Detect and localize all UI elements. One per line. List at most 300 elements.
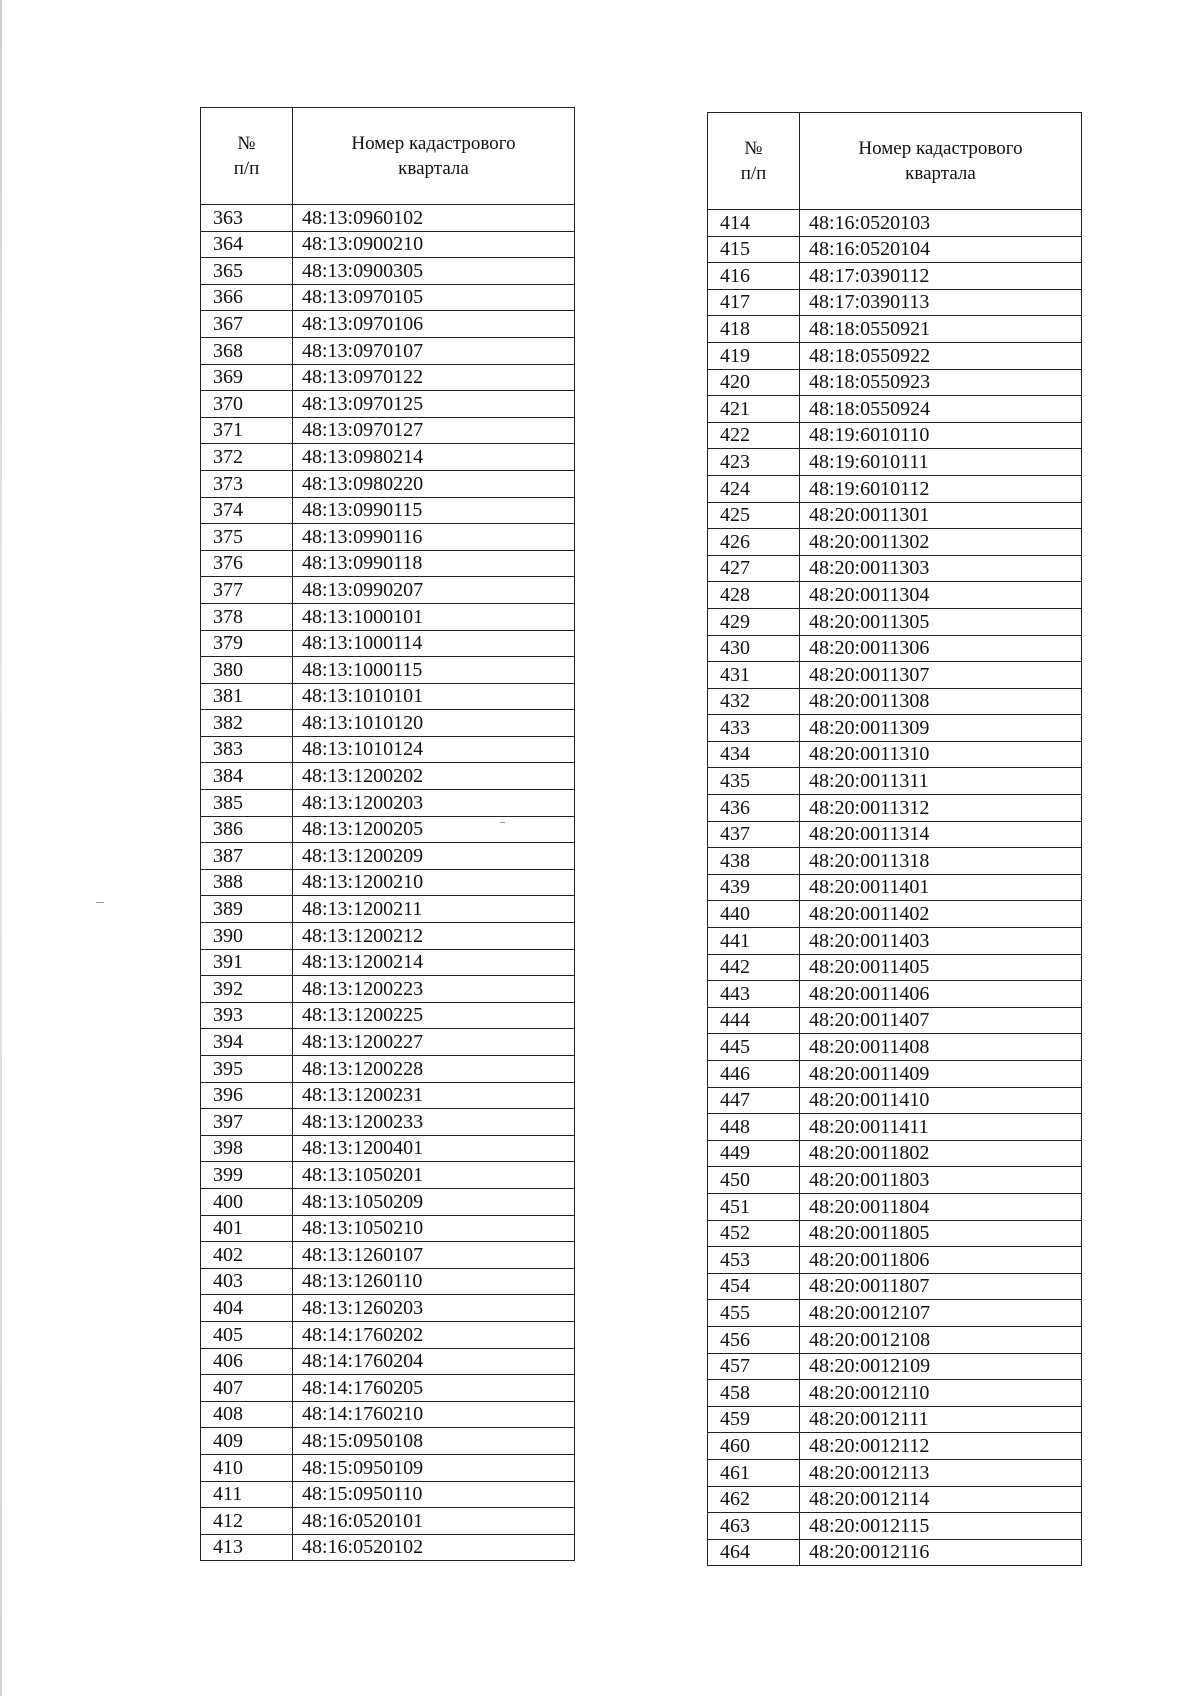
cadastral-quarter-number: 48:20:0012108 xyxy=(800,1326,1082,1353)
cadastral-quarter-number: 48:13:1200202 xyxy=(293,763,575,790)
table-row xyxy=(708,954,1082,981)
row-number: 439 xyxy=(708,874,800,901)
cadastral-quarter-number: 48:16:0520104 xyxy=(800,236,1082,263)
table-header-row xyxy=(708,113,1082,210)
table-row xyxy=(708,688,1082,715)
cadastral-table xyxy=(200,107,575,1561)
cadastral-quarter-number: 48:20:0012111 xyxy=(800,1406,1082,1433)
row-number: 388 xyxy=(201,869,293,896)
cadastral-quarter-number: 48:13:1200211 xyxy=(293,896,575,923)
cadastral-quarter-number: 48:13:1200210 xyxy=(293,869,575,896)
cadastral-quarter-number: 48:20:0011410 xyxy=(800,1087,1082,1114)
cadastral-quarter-number: 48:17:0390113 xyxy=(800,289,1082,316)
table-row xyxy=(708,555,1082,582)
cadastral-quarter-number: 48:20:0011403 xyxy=(800,928,1082,955)
header-cadastral-number xyxy=(293,108,575,205)
cadastral-quarter-number: 48:20:0011402 xyxy=(800,901,1082,928)
row-number: 409 xyxy=(201,1428,293,1455)
table-row xyxy=(708,874,1082,901)
table-row xyxy=(708,1247,1082,1274)
table-row xyxy=(708,1273,1082,1300)
table-row xyxy=(708,768,1082,795)
cadastral-quarter-number: 48:20:0011310 xyxy=(800,741,1082,768)
row-number: 383 xyxy=(201,736,293,763)
table-row xyxy=(201,311,575,338)
table-row xyxy=(201,710,575,737)
cadastral-quarter-number: 48:13:1260110 xyxy=(293,1268,575,1295)
row-number: 459 xyxy=(708,1406,800,1433)
cadastral-quarter-number: 48:20:0011807 xyxy=(800,1273,1082,1300)
cadastral-quarter-number: 48:13:0990116 xyxy=(293,524,575,551)
row-number: 399 xyxy=(201,1162,293,1189)
row-number: 462 xyxy=(708,1486,800,1513)
table-row xyxy=(708,1061,1082,1088)
row-number: 365 xyxy=(201,258,293,285)
table-row xyxy=(201,1481,575,1508)
table-row xyxy=(201,790,575,817)
row-number: 461 xyxy=(708,1459,800,1486)
table-row xyxy=(201,763,575,790)
cadastral-quarter-number: 48:15:0950108 xyxy=(293,1428,575,1455)
row-number: 414 xyxy=(708,210,800,237)
cadastral-quarter-number: 48:13:1050209 xyxy=(293,1188,575,1215)
table-row xyxy=(201,497,575,524)
table-row xyxy=(201,337,575,364)
row-number: 382 xyxy=(201,710,293,737)
row-number: 402 xyxy=(201,1242,293,1269)
row-number: 407 xyxy=(201,1375,293,1402)
row-number: 363 xyxy=(201,205,293,232)
row-number: 364 xyxy=(201,231,293,258)
cadastral-quarter-number: 48:13:1000101 xyxy=(293,603,575,630)
row-number: 428 xyxy=(708,582,800,609)
cadastral-quarter-number: 48:15:0950109 xyxy=(293,1454,575,1481)
table-row xyxy=(708,1486,1082,1513)
cadastral-quarter-number: 48:20:0011302 xyxy=(800,529,1082,556)
table-row xyxy=(201,896,575,923)
scan-speck xyxy=(96,902,104,903)
header-number-abbrev: п/п xyxy=(740,163,767,184)
row-number: 446 xyxy=(708,1061,800,1088)
header-cadastral-line2: квартала xyxy=(905,163,976,184)
row-number: 378 xyxy=(201,603,293,630)
table-row xyxy=(201,683,575,710)
row-number: 406 xyxy=(201,1348,293,1375)
table-row xyxy=(708,848,1082,875)
cadastral-quarter-number: 48:20:0012112 xyxy=(800,1433,1082,1460)
table-row xyxy=(201,923,575,950)
table-row xyxy=(201,657,575,684)
table-row xyxy=(708,263,1082,290)
row-number: 435 xyxy=(708,768,800,795)
table-row xyxy=(708,741,1082,768)
table-row xyxy=(708,1167,1082,1194)
table-row xyxy=(708,795,1082,822)
cadastral-table-right xyxy=(707,112,1082,1566)
row-number: 457 xyxy=(708,1353,800,1380)
cadastral-quarter-number: 48:13:0990115 xyxy=(293,497,575,524)
header-number-symbol: № xyxy=(237,133,256,154)
row-number: 394 xyxy=(201,1029,293,1056)
cadastral-quarter-number: 48:20:0011301 xyxy=(800,502,1082,529)
table-row xyxy=(708,236,1082,263)
row-number: 395 xyxy=(201,1056,293,1083)
cadastral-quarter-number: 48:20:0011311 xyxy=(800,768,1082,795)
cadastral-quarter-number: 48:13:1200203 xyxy=(293,790,575,817)
row-number: 423 xyxy=(708,449,800,476)
row-number: 366 xyxy=(201,284,293,311)
row-number: 396 xyxy=(201,1082,293,1109)
cadastral-quarter-number: 48:20:0011303 xyxy=(800,555,1082,582)
table-row xyxy=(201,1056,575,1083)
row-number: 436 xyxy=(708,795,800,822)
row-number: 460 xyxy=(708,1433,800,1460)
row-number: 412 xyxy=(201,1508,293,1535)
cadastral-quarter-number: 48:13:0970107 xyxy=(293,337,575,364)
row-number: 385 xyxy=(201,790,293,817)
table-row xyxy=(708,529,1082,556)
cadastral-quarter-number: 48:20:0012107 xyxy=(800,1300,1082,1327)
table-row xyxy=(201,736,575,763)
cadastral-quarter-number: 48:20:0012110 xyxy=(800,1380,1082,1407)
cadastral-table-left xyxy=(200,107,575,1561)
table-row xyxy=(708,475,1082,502)
row-number: 450 xyxy=(708,1167,800,1194)
cadastral-quarter-number: 48:20:0011411 xyxy=(800,1114,1082,1141)
cadastral-quarter-number: 48:14:1760202 xyxy=(293,1321,575,1348)
cadastral-quarter-number: 48:18:0550921 xyxy=(800,316,1082,343)
row-number: 387 xyxy=(201,843,293,870)
table-row xyxy=(201,1109,575,1136)
table-row xyxy=(201,364,575,391)
row-number: 430 xyxy=(708,635,800,662)
cadastral-quarter-number: 48:13:1200401 xyxy=(293,1135,575,1162)
table-row xyxy=(708,396,1082,423)
row-number: 398 xyxy=(201,1135,293,1162)
cadastral-quarter-number: 48:13:0990118 xyxy=(293,550,575,577)
cadastral-quarter-number: 48:20:0011314 xyxy=(800,821,1082,848)
cadastral-quarter-number: 48:20:0011806 xyxy=(800,1247,1082,1274)
table-row xyxy=(708,662,1082,689)
table-row xyxy=(708,369,1082,396)
table-row xyxy=(708,1433,1082,1460)
cadastral-quarter-number: 48:13:1200233 xyxy=(293,1109,575,1136)
cadastral-quarter-number: 48:20:0011805 xyxy=(800,1220,1082,1247)
cadastral-quarter-number: 48:20:0011409 xyxy=(800,1061,1082,1088)
row-number: 455 xyxy=(708,1300,800,1327)
row-number: 400 xyxy=(201,1188,293,1215)
row-number: 440 xyxy=(708,901,800,928)
cadastral-quarter-number: 48:13:1200209 xyxy=(293,843,575,870)
cadastral-quarter-number: 48:13:1050201 xyxy=(293,1162,575,1189)
row-number: 373 xyxy=(201,470,293,497)
cadastral-quarter-number: 48:13:1200227 xyxy=(293,1029,575,1056)
cadastral-quarter-number: 48:18:0550923 xyxy=(800,369,1082,396)
cadastral-quarter-number: 48:13:1260203 xyxy=(293,1295,575,1322)
table-row xyxy=(201,630,575,657)
cadastral-quarter-number: 48:20:0011401 xyxy=(800,874,1082,901)
scan-edge xyxy=(0,0,2,1696)
cadastral-quarter-number: 48:17:0390112 xyxy=(800,263,1082,290)
row-number: 449 xyxy=(708,1140,800,1167)
table-row xyxy=(201,1162,575,1189)
cadastral-quarter-number: 48:20:0011406 xyxy=(800,981,1082,1008)
row-number: 390 xyxy=(201,923,293,950)
cadastral-quarter-number: 48:14:1760204 xyxy=(293,1348,575,1375)
table-row xyxy=(201,1135,575,1162)
table-row xyxy=(708,821,1082,848)
row-number: 405 xyxy=(201,1321,293,1348)
table-row xyxy=(201,1428,575,1455)
table-row xyxy=(708,1406,1082,1433)
table-row xyxy=(201,470,575,497)
table-row xyxy=(201,843,575,870)
cadastral-quarter-number: 48:13:0970106 xyxy=(293,311,575,338)
cadastral-quarter-number: 48:13:0980214 xyxy=(293,444,575,471)
row-number: 451 xyxy=(708,1193,800,1220)
table-row xyxy=(201,1534,575,1561)
header-cadastral-line2: квартала xyxy=(398,158,469,179)
row-number: 379 xyxy=(201,630,293,657)
table-row xyxy=(201,1375,575,1402)
cadastral-quarter-number: 48:13:0970122 xyxy=(293,364,575,391)
cadastral-quarter-number: 48:20:0011306 xyxy=(800,635,1082,662)
table-row xyxy=(201,284,575,311)
row-number: 384 xyxy=(201,763,293,790)
table-row xyxy=(201,444,575,471)
row-number: 429 xyxy=(708,608,800,635)
cadastral-quarter-number: 48:13:0900305 xyxy=(293,258,575,285)
cadastral-quarter-number: 48:13:1010101 xyxy=(293,683,575,710)
row-number: 375 xyxy=(201,524,293,551)
table-row xyxy=(201,1454,575,1481)
row-number: 393 xyxy=(201,1002,293,1029)
table-row xyxy=(201,1002,575,1029)
cadastral-quarter-number: 48:19:6010110 xyxy=(800,422,1082,449)
row-number: 431 xyxy=(708,662,800,689)
row-number: 417 xyxy=(708,289,800,316)
row-number: 372 xyxy=(201,444,293,471)
cadastral-quarter-number: 48:20:0012116 xyxy=(800,1539,1082,1566)
row-number: 408 xyxy=(201,1401,293,1428)
cadastral-quarter-number: 48:20:0011308 xyxy=(800,688,1082,715)
cadastral-quarter-number: 48:13:0970105 xyxy=(293,284,575,311)
cadastral-quarter-number: 48:20:0012113 xyxy=(800,1459,1082,1486)
row-number: 434 xyxy=(708,741,800,768)
table-row xyxy=(708,316,1082,343)
table-row xyxy=(201,1321,575,1348)
cadastral-quarter-number: 48:13:1010124 xyxy=(293,736,575,763)
table-row xyxy=(201,258,575,285)
row-number: 448 xyxy=(708,1114,800,1141)
table-row xyxy=(708,1539,1082,1566)
table-row xyxy=(708,502,1082,529)
table-row xyxy=(708,1353,1082,1380)
cadastral-quarter-number: 48:13:1260107 xyxy=(293,1242,575,1269)
cadastral-quarter-number: 48:20:0011405 xyxy=(800,954,1082,981)
row-number: 392 xyxy=(201,976,293,1003)
header-number xyxy=(201,108,293,205)
cadastral-quarter-number: 48:13:1000114 xyxy=(293,630,575,657)
table-row xyxy=(708,1193,1082,1220)
row-number: 452 xyxy=(708,1220,800,1247)
row-number: 433 xyxy=(708,715,800,742)
cadastral-quarter-number: 48:20:0011309 xyxy=(800,715,1082,742)
cadastral-quarter-number: 48:16:0520103 xyxy=(800,210,1082,237)
table-row xyxy=(708,1300,1082,1327)
row-number: 367 xyxy=(201,311,293,338)
row-number: 426 xyxy=(708,529,800,556)
cadastral-quarter-number: 48:16:0520101 xyxy=(293,1508,575,1535)
cadastral-quarter-number: 48:20:0011305 xyxy=(800,608,1082,635)
cadastral-quarter-number: 48:18:0550924 xyxy=(800,396,1082,423)
row-number: 380 xyxy=(201,657,293,684)
table-row xyxy=(708,901,1082,928)
table-row xyxy=(201,205,575,232)
table-row xyxy=(201,1082,575,1109)
cadastral-quarter-number: 48:20:0011804 xyxy=(800,1193,1082,1220)
table-row xyxy=(201,231,575,258)
table-row xyxy=(708,635,1082,662)
table-row xyxy=(708,715,1082,742)
cadastral-quarter-number: 48:13:1050210 xyxy=(293,1215,575,1242)
header-cadastral-number xyxy=(800,113,1082,210)
row-number: 376 xyxy=(201,550,293,577)
row-number: 443 xyxy=(708,981,800,1008)
cadastral-quarter-number: 48:14:1760210 xyxy=(293,1401,575,1428)
table-row xyxy=(201,816,575,843)
cadastral-quarter-number: 48:20:0012109 xyxy=(800,1353,1082,1380)
row-number: 425 xyxy=(708,502,800,529)
row-number: 415 xyxy=(708,236,800,263)
row-number: 420 xyxy=(708,369,800,396)
cadastral-quarter-number: 48:20:0011312 xyxy=(800,795,1082,822)
row-number: 411 xyxy=(201,1481,293,1508)
table-row xyxy=(708,1459,1082,1486)
row-number: 419 xyxy=(708,342,800,369)
cadastral-quarter-number: 48:14:1760205 xyxy=(293,1375,575,1402)
table-row xyxy=(708,1513,1082,1540)
cadastral-quarter-number: 48:13:1000115 xyxy=(293,657,575,684)
cadastral-quarter-number: 48:20:0011408 xyxy=(800,1034,1082,1061)
cadastral-quarter-number: 48:13:1200225 xyxy=(293,1002,575,1029)
table-row xyxy=(708,449,1082,476)
row-number: 410 xyxy=(201,1454,293,1481)
row-number: 381 xyxy=(201,683,293,710)
cadastral-quarter-number: 48:20:0011304 xyxy=(800,582,1082,609)
cadastral-quarter-number: 48:16:0520102 xyxy=(293,1534,575,1561)
cadastral-quarter-number: 48:13:1200228 xyxy=(293,1056,575,1083)
row-number: 463 xyxy=(708,1513,800,1540)
row-number: 441 xyxy=(708,928,800,955)
header-number xyxy=(708,113,800,210)
table-row xyxy=(201,577,575,604)
cadastral-quarter-number: 48:13:1200231 xyxy=(293,1082,575,1109)
row-number: 424 xyxy=(708,475,800,502)
table-row xyxy=(708,582,1082,609)
cadastral-quarter-number: 48:13:0990207 xyxy=(293,577,575,604)
table-row xyxy=(708,342,1082,369)
cadastral-quarter-number: 48:13:1010120 xyxy=(293,710,575,737)
table-row xyxy=(201,1029,575,1056)
table-row xyxy=(708,289,1082,316)
table-row xyxy=(201,1188,575,1215)
cadastral-quarter-number: 48:13:0960102 xyxy=(293,205,575,232)
table-row xyxy=(201,1348,575,1375)
row-number: 444 xyxy=(708,1007,800,1034)
cadastral-quarter-number: 48:13:1200223 xyxy=(293,976,575,1003)
row-number: 427 xyxy=(708,555,800,582)
table-body xyxy=(201,205,575,1561)
row-number: 447 xyxy=(708,1087,800,1114)
cadastral-quarter-number: 48:13:0900210 xyxy=(293,231,575,258)
table-row xyxy=(708,1087,1082,1114)
cadastral-quarter-number: 48:15:0950110 xyxy=(293,1481,575,1508)
cadastral-quarter-number: 48:13:0970125 xyxy=(293,391,575,418)
cadastral-quarter-number: 48:20:0012115 xyxy=(800,1513,1082,1540)
table-row xyxy=(201,603,575,630)
row-number: 370 xyxy=(201,391,293,418)
cadastral-quarter-number: 48:20:0012114 xyxy=(800,1486,1082,1513)
row-number: 416 xyxy=(708,263,800,290)
table-row xyxy=(708,981,1082,1008)
table-row xyxy=(201,1215,575,1242)
header-cadastral-line1: Номер кадастрового xyxy=(351,133,516,154)
row-number: 458 xyxy=(708,1380,800,1407)
table-row xyxy=(201,1242,575,1269)
row-number: 391 xyxy=(201,949,293,976)
row-number: 445 xyxy=(708,1034,800,1061)
cadastral-quarter-number: 48:13:1200214 xyxy=(293,949,575,976)
row-number: 437 xyxy=(708,821,800,848)
row-number: 422 xyxy=(708,422,800,449)
table-row xyxy=(708,1034,1082,1061)
row-number: 456 xyxy=(708,1326,800,1353)
row-number: 397 xyxy=(201,1109,293,1136)
row-number: 413 xyxy=(201,1534,293,1561)
table-row xyxy=(201,976,575,1003)
row-number: 371 xyxy=(201,417,293,444)
table-row xyxy=(201,524,575,551)
row-number: 389 xyxy=(201,896,293,923)
table-row xyxy=(708,1007,1082,1034)
cadastral-quarter-number: 48:13:0970127 xyxy=(293,417,575,444)
row-number: 418 xyxy=(708,316,800,343)
table-row xyxy=(708,1114,1082,1141)
row-number: 454 xyxy=(708,1273,800,1300)
row-number: 386 xyxy=(201,816,293,843)
cadastral-quarter-number: 48:13:1200212 xyxy=(293,923,575,950)
table-header-row xyxy=(201,108,575,205)
table-row xyxy=(708,608,1082,635)
cadastral-quarter-number: 48:18:0550922 xyxy=(800,342,1082,369)
row-number: 401 xyxy=(201,1215,293,1242)
cadastral-quarter-number: 48:20:0011803 xyxy=(800,1167,1082,1194)
table-row xyxy=(708,210,1082,237)
table-row xyxy=(201,1508,575,1535)
cadastral-quarter-number: 48:20:0011307 xyxy=(800,662,1082,689)
row-number: 432 xyxy=(708,688,800,715)
cadastral-quarter-number: 48:19:6010111 xyxy=(800,449,1082,476)
row-number: 464 xyxy=(708,1539,800,1566)
table-row xyxy=(708,1140,1082,1167)
table-row xyxy=(201,1268,575,1295)
row-number: 368 xyxy=(201,337,293,364)
row-number: 369 xyxy=(201,364,293,391)
table-row xyxy=(201,1401,575,1428)
table-row xyxy=(708,1220,1082,1247)
row-number: 404 xyxy=(201,1295,293,1322)
